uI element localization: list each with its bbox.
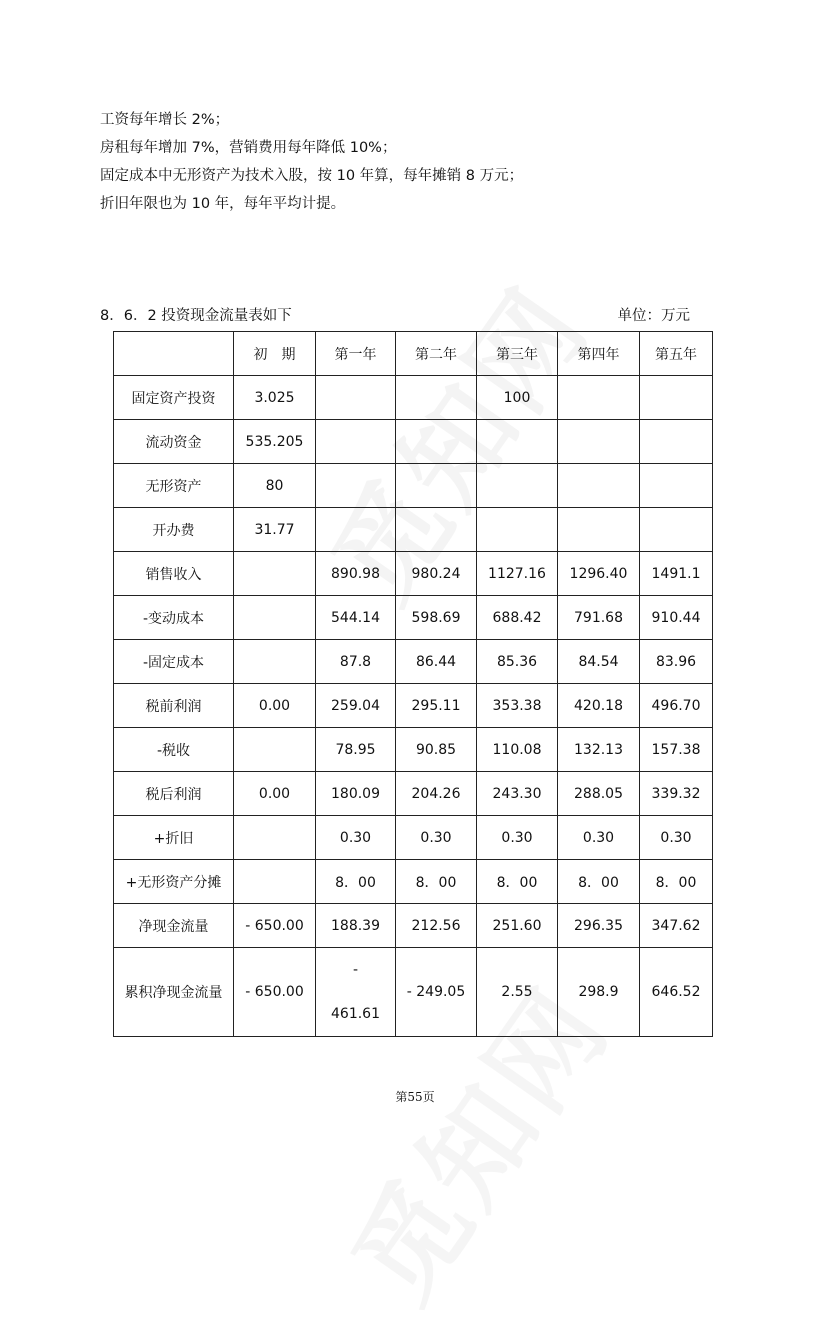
value-cell: 84.54 bbox=[558, 640, 640, 684]
value-cell: 180.09 bbox=[316, 772, 396, 816]
row-label-cell: 累积净现金流量 bbox=[114, 948, 234, 1037]
table-row bbox=[114, 772, 713, 816]
row-label-cell: +无形资产分摊 bbox=[114, 860, 234, 904]
value-cell bbox=[316, 420, 396, 464]
value-cell: 188.39 bbox=[316, 904, 396, 948]
value-cell bbox=[477, 420, 558, 464]
table-row bbox=[114, 640, 713, 684]
row-label-cell: +折旧 bbox=[114, 816, 234, 860]
paragraph-depreciation: 折旧年限也为 10 年，每年平均计提。 bbox=[100, 196, 346, 212]
value-cell: - 650.00 bbox=[234, 904, 316, 948]
value-cell: 347.62 bbox=[640, 904, 713, 948]
value-cell: 90.85 bbox=[396, 728, 477, 772]
header-cell bbox=[114, 332, 234, 376]
value-cell: 598.69 bbox=[396, 596, 477, 640]
value-cell: 646.52 bbox=[640, 948, 713, 1037]
table-header-row bbox=[114, 332, 713, 376]
table-row bbox=[114, 420, 713, 464]
header-cell: 第二年 bbox=[396, 332, 477, 376]
table-row bbox=[114, 860, 713, 904]
value-cell bbox=[640, 508, 713, 552]
table-row bbox=[114, 816, 713, 860]
value-cell bbox=[316, 464, 396, 508]
value-cell bbox=[396, 508, 477, 552]
value-cell: 100 bbox=[477, 376, 558, 420]
value-cell: 298.9 bbox=[558, 948, 640, 1037]
value-cell: 535.205 bbox=[234, 420, 316, 464]
table-row bbox=[114, 508, 713, 552]
row-label-cell: 开办费 bbox=[114, 508, 234, 552]
value-cell: 85.36 bbox=[477, 640, 558, 684]
value-cell bbox=[477, 464, 558, 508]
table-row bbox=[114, 684, 713, 728]
row-label-cell: 税前利润 bbox=[114, 684, 234, 728]
row-label-cell: -固定成本 bbox=[114, 640, 234, 684]
value-cell: 8．00 bbox=[316, 860, 396, 904]
value-cell: 8．00 bbox=[640, 860, 713, 904]
value-cell bbox=[558, 420, 640, 464]
value-cell: 0.30 bbox=[558, 816, 640, 860]
row-label-cell: 流动资金 bbox=[114, 420, 234, 464]
value-cell: 212.56 bbox=[396, 904, 477, 948]
value-cell: 420.18 bbox=[558, 684, 640, 728]
page-number: 第55页 bbox=[395, 1090, 435, 1104]
row-label-cell: 销售收入 bbox=[114, 552, 234, 596]
value-cell bbox=[234, 552, 316, 596]
value-cell: 353.38 bbox=[477, 684, 558, 728]
value-cell: 157.38 bbox=[640, 728, 713, 772]
row-label-cell: 净现金流量 bbox=[114, 904, 234, 948]
paragraph-intangible: 固定成本中无形资产为技术入股，按 10 年算，每年摊销 8 万元； bbox=[100, 168, 524, 184]
value-cell bbox=[558, 376, 640, 420]
table-row-cumulative bbox=[114, 948, 713, 1037]
value-cell bbox=[234, 860, 316, 904]
value-cell: 296.35 bbox=[558, 904, 640, 948]
value-cell: 0.00 bbox=[234, 684, 316, 728]
value-cell: 791.68 bbox=[558, 596, 640, 640]
row-label-cell: 税后利润 bbox=[114, 772, 234, 816]
table-row bbox=[114, 904, 713, 948]
row-label-cell: 无形资产 bbox=[114, 464, 234, 508]
table-row bbox=[114, 376, 713, 420]
table-title: 8．6．2 投资现金流量表如下 bbox=[100, 308, 292, 324]
value-cell bbox=[477, 508, 558, 552]
value-cell bbox=[316, 508, 396, 552]
value-cell: 2.55 bbox=[477, 948, 558, 1037]
value-cell: 86.44 bbox=[396, 640, 477, 684]
header-cell: 第五年 bbox=[640, 332, 713, 376]
value-cell: 78.95 bbox=[316, 728, 396, 772]
value-cell: 0.30 bbox=[396, 816, 477, 860]
value-cell: 1491.1 bbox=[640, 552, 713, 596]
value-cell bbox=[234, 596, 316, 640]
value-cell: 31.77 bbox=[234, 508, 316, 552]
value-cell: 8．00 bbox=[396, 860, 477, 904]
value-cell bbox=[396, 376, 477, 420]
value-cell: - 249.05 bbox=[396, 948, 477, 1037]
value-cell bbox=[234, 640, 316, 684]
value-cell bbox=[316, 376, 396, 420]
value-cell: 295.11 bbox=[396, 684, 477, 728]
table-row bbox=[114, 552, 713, 596]
paragraph-rent: 房租每年增加 7%，营销费用每年降低 10%； bbox=[100, 140, 397, 156]
row-label-cell: 固定资产投资 bbox=[114, 376, 234, 420]
value-cell: 3.025 bbox=[234, 376, 316, 420]
table-row bbox=[114, 728, 713, 772]
value-cell: 243.30 bbox=[477, 772, 558, 816]
value-cell: 204.26 bbox=[396, 772, 477, 816]
value-cell: 544.14 bbox=[316, 596, 396, 640]
value-cell-split-top: - bbox=[352, 962, 359, 978]
table-unit: 单位：万元 bbox=[617, 308, 690, 324]
value-cell: 688.42 bbox=[477, 596, 558, 640]
table-row bbox=[114, 464, 713, 508]
value-cell: 0.00 bbox=[234, 772, 316, 816]
value-cell bbox=[234, 816, 316, 860]
cash-flow-table bbox=[113, 331, 713, 1037]
value-cell: 496.70 bbox=[640, 684, 713, 728]
value-cell bbox=[234, 728, 316, 772]
value-cell: 0.30 bbox=[316, 816, 396, 860]
value-cell: 8．00 bbox=[477, 860, 558, 904]
value-cell: 132.13 bbox=[558, 728, 640, 772]
value-cell-split bbox=[316, 948, 396, 1037]
value-cell: 1296.40 bbox=[558, 552, 640, 596]
value-cell: 83.96 bbox=[640, 640, 713, 684]
value-cell bbox=[396, 420, 477, 464]
value-cell bbox=[640, 420, 713, 464]
value-cell: - 650.00 bbox=[234, 948, 316, 1037]
value-cell bbox=[640, 464, 713, 508]
value-cell: 80 bbox=[234, 464, 316, 508]
value-cell: 0.30 bbox=[477, 816, 558, 860]
value-cell: 910.44 bbox=[640, 596, 713, 640]
value-cell: 339.32 bbox=[640, 772, 713, 816]
value-cell: 288.05 bbox=[558, 772, 640, 816]
row-label-cell: -变动成本 bbox=[114, 596, 234, 640]
value-cell: 259.04 bbox=[316, 684, 396, 728]
value-cell-split-bottom: 461.61 bbox=[331, 1006, 380, 1022]
table-caption bbox=[100, 304, 690, 324]
value-cell bbox=[558, 508, 640, 552]
header-cell: 初 期 bbox=[234, 332, 316, 376]
value-cell: 87.8 bbox=[316, 640, 396, 684]
value-cell: 890.98 bbox=[316, 552, 396, 596]
value-cell bbox=[396, 464, 477, 508]
value-cell: 8．00 bbox=[558, 860, 640, 904]
value-cell: 980.24 bbox=[396, 552, 477, 596]
table-row bbox=[114, 596, 713, 640]
paragraph-salary: 工资每年增长 2%； bbox=[100, 112, 230, 128]
value-cell: 1127.16 bbox=[477, 552, 558, 596]
value-cell: 110.08 bbox=[477, 728, 558, 772]
header-cell: 第三年 bbox=[477, 332, 558, 376]
header-cell: 第四年 bbox=[558, 332, 640, 376]
header-cell: 第一年 bbox=[316, 332, 396, 376]
value-cell bbox=[558, 464, 640, 508]
value-cell bbox=[640, 376, 713, 420]
value-cell: 251.60 bbox=[477, 904, 558, 948]
value-cell: 0.30 bbox=[640, 816, 713, 860]
row-label-cell: -税收 bbox=[114, 728, 234, 772]
